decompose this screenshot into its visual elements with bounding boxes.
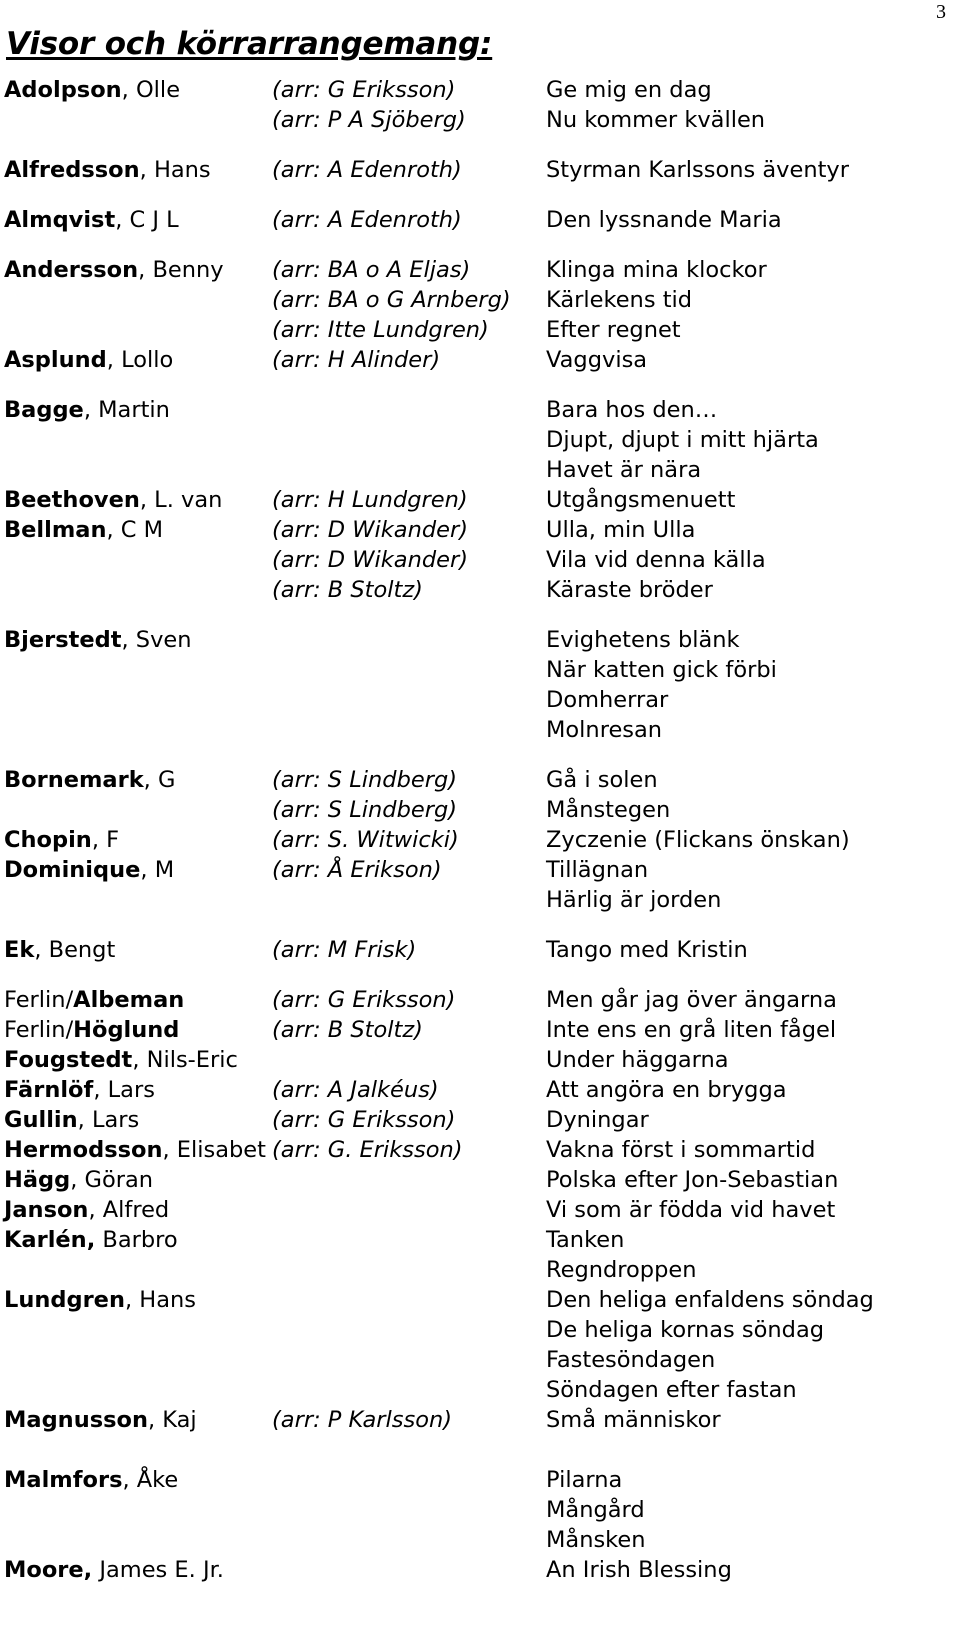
composer-name [4,515,163,545]
composer-first-name: Barbro [95,1227,178,1253]
list-item [0,795,960,825]
arranger: (arr: B Stoltz) [272,577,423,603]
composer-first-name: , Åke [122,1467,179,1493]
list-item [0,935,960,965]
composer-last-name: Bornemark [4,767,144,793]
composer-last-name: Bagge [4,397,84,423]
song-title: Styrman Karlssons äventyr [546,157,849,183]
song-title: Tango med Kristin [546,937,748,963]
song-title: Månsken [546,1527,646,1553]
arranger: (arr: A Edenroth) [272,207,462,233]
composer-first-name: , G [143,767,176,793]
arranger: (arr: BA o A Eljas) [272,257,471,283]
composer-last-name: Lundgren [4,1287,125,1313]
song-title: Att angöra en brygga [546,1077,787,1103]
composer-prefix: Ferlin/ [4,987,74,1013]
list-item [0,1105,960,1135]
composer-name [4,1075,155,1105]
composer-first-name: , Martin [83,397,170,423]
arranger: (arr: G Eriksson) [272,1107,456,1133]
arranger: (arr: P Karlsson) [272,1407,453,1433]
composer-first-name: , Hans [139,157,211,183]
composer-last-name: Alfredsson [4,157,140,183]
song-title: Vakna först i sommartid [546,1137,816,1163]
list-item [0,485,960,515]
composer-name [4,1405,197,1435]
list-item [0,1165,960,1195]
composer-last-name: Malmfors [4,1467,123,1493]
list-item [0,1135,960,1165]
song-title: Den lyssnande Maria [546,207,782,233]
arranger: (arr: Itte Lundgren) [272,317,489,343]
list-item [0,105,960,135]
list-item [0,345,960,375]
song-title: Vi som är födda vid havet [546,1197,836,1223]
list-item [0,855,960,885]
song-title: Små människor [546,1407,721,1433]
composer-last-name: Chopin [4,827,92,853]
composer-first-name: , Göran [70,1167,154,1193]
composer-first-name: , Bengt [34,937,116,963]
composer-last-name: Hägg [4,1167,71,1193]
composer-name [4,1165,153,1195]
arranger: (arr: BA o G Arnberg) [272,287,511,313]
list-item [0,1255,960,1285]
song-title: Djupt, djupt i mitt hjärta [546,427,819,453]
composer-name [4,155,211,185]
composer-name [4,1225,178,1255]
song-title: De heliga kornas söndag [546,1317,825,1343]
composer-last-name: Ek [4,937,35,963]
composer-last-name: Gullin [4,1107,78,1133]
list-item [0,255,960,285]
composer-name [4,855,174,885]
list-item [0,1015,960,1045]
song-title: Inte ens en grå liten fågel [546,1017,837,1043]
composer-last-name: Moore, [4,1557,93,1583]
arranger: (arr: D Wikander) [272,547,469,573]
composer-name [4,1045,238,1075]
composer-last-name: Andersson [4,257,139,283]
composer-last-name: Bjerstedt [4,627,122,653]
composer-first-name: , L. van [139,487,223,513]
composer-last-name: Höglund [73,1017,180,1043]
song-title: Ge mig en dag [546,77,712,103]
song-title: Men går jag över ängarna [546,987,837,1013]
composer-name [4,825,119,855]
arranger: (arr: G. Eriksson) [272,1137,463,1163]
list-item [0,425,960,455]
composer-first-name: , F [91,827,120,853]
arranger: (arr: S Lindberg) [272,797,457,823]
list-item [0,1195,960,1225]
song-title: När katten gick förbi [546,657,777,683]
composer-last-name: Asplund [4,347,107,373]
composer-last-name: Karlén, [4,1227,96,1253]
composer-name [4,985,184,1015]
arranger: (arr: S Lindberg) [272,767,457,793]
composer-name [4,935,115,965]
list-item [0,395,960,425]
list-item [0,1375,960,1405]
song-title: Under häggarna [546,1047,729,1073]
composer-name [4,1555,224,1585]
arranger: (arr: G Eriksson) [272,77,456,103]
arranger: (arr: P A Sjöberg) [272,107,466,133]
song-title: Polska efter Jon-Sebastian [546,1167,839,1193]
song-title: Evighetens blänk [546,627,740,653]
composer-last-name: Färnlöf [4,1077,94,1103]
list-item [0,1465,960,1495]
composer-name [4,395,170,425]
song-title: Tanken [546,1227,625,1253]
song-title: Härlig är jorden [546,887,722,913]
composer-name [4,625,192,655]
arranger: (arr: A Jalkéus) [272,1077,439,1103]
page-title: Visor och körrarrangemang: [6,26,493,62]
list-item [0,985,960,1015]
composer-prefix: Ferlin/ [4,1017,74,1043]
composer-last-name: Hermodsson [4,1137,163,1163]
composer-name [4,1105,139,1135]
list-item [0,1225,960,1255]
song-title: Gå i solen [546,767,658,793]
song-title: Molnresan [546,717,663,743]
composer-name [4,255,224,285]
list-item [0,575,960,605]
song-title: Klinga mina klockor [546,257,767,283]
list-item [0,1525,960,1555]
list-item [0,1495,960,1525]
list-item [0,1555,960,1585]
list-item [0,1045,960,1075]
arranger: (arr: A Edenroth) [272,157,462,183]
composer-first-name: , Nils-Eric [132,1047,238,1073]
composer-last-name: Fougstedt [4,1047,133,1073]
composer-last-name: Janson [4,1197,89,1223]
composer-last-name: Magnusson [4,1407,148,1433]
composer-name [4,765,175,795]
song-title: Regndroppen [546,1257,697,1283]
arranger: (arr: G Eriksson) [272,987,456,1013]
list-item [0,655,960,685]
composer-first-name: James E. Jr. [92,1557,224,1583]
list-item [0,315,960,345]
list-item [0,625,960,655]
song-title: An Irish Blessing [546,1557,732,1583]
composer-last-name: Almqvist [4,207,116,233]
song-title: Fastesöndagen [546,1347,716,1373]
song-title: Bara hos den… [546,397,718,423]
song-title: Utgångsmenuett [546,487,736,513]
list-item [0,1315,960,1345]
song-title: Domherrar [546,687,669,713]
song-title: Kärlekens tid [546,287,693,313]
composer-name [4,1195,169,1225]
arranger: (arr: S. Witwicki) [272,827,459,853]
song-title: Den heliga enfaldens söndag [546,1287,874,1313]
list-item [0,1405,960,1435]
song-title: Ulla, min Ulla [546,517,696,543]
list-item [0,1345,960,1375]
list-item [0,765,960,795]
arranger: (arr: H Lundgren) [272,487,468,513]
arranger: (arr: B Stoltz) [272,1017,423,1043]
composer-last-name: Bellman [4,517,107,543]
composer-first-name: , Hans [124,1287,196,1313]
arranger: (arr: M Frisk) [272,937,417,963]
composer-first-name: , M [140,857,175,883]
composer-last-name: Albeman [73,987,185,1013]
song-title: Zyczenie (Flickans önskan) [546,827,850,853]
list-item [0,285,960,315]
composer-name [4,1465,178,1495]
composer-name [4,75,180,105]
list-item [0,685,960,715]
song-title: Vaggvisa [546,347,648,373]
song-title: Söndagen efter fastan [546,1377,797,1403]
list-item [0,1075,960,1105]
composer-first-name: , Kaj [147,1407,197,1433]
composer-first-name: , C M [106,517,164,543]
song-title: Månstegen [546,797,671,823]
composer-name [4,1135,266,1165]
list-item [0,885,960,915]
song-title: Havet är nära [546,457,702,483]
page-number: 3 [936,1,946,23]
arranger: (arr: D Wikander) [272,517,469,543]
song-title: Tillägnan [546,857,649,883]
arranger: (arr: H Alinder) [272,347,441,373]
composer-first-name: , Benny [138,257,224,283]
list-item [0,155,960,185]
composer-name [4,1285,196,1315]
list-item [0,715,960,745]
composer-last-name: Beethoven [4,487,140,513]
list-item [0,1285,960,1315]
song-title: Dyningar [546,1107,649,1133]
song-title: Käraste bröder [546,577,713,603]
list-item [0,515,960,545]
composer-first-name: , Lars [77,1107,140,1133]
composer-first-name: , Sven [121,627,192,653]
composer-first-name: , Lollo [106,347,174,373]
composer-name [4,485,222,515]
song-title: Mångård [546,1497,645,1523]
song-title: Nu kommer kvällen [546,107,766,133]
composer-name [4,205,179,235]
song-title: Pilarna [546,1467,623,1493]
song-title: Vila vid denna källa [546,547,766,573]
list-item [0,545,960,575]
song-title: Efter regnet [546,317,681,343]
arranger: (arr: Å Erikson) [272,857,442,883]
composer-name [4,1015,179,1045]
composer-first-name: , Olle [121,77,181,103]
composer-first-name: , C J L [115,207,179,233]
composer-first-name: , Alfred [88,1197,170,1223]
composer-first-name: , Lars [93,1077,155,1103]
list-item [0,205,960,235]
composer-last-name: Dominique [4,857,141,883]
composer-last-name: Adolpson [4,77,122,103]
list-item [0,455,960,485]
list-item [0,75,960,105]
composer-name [4,345,173,375]
list-item [0,825,960,855]
composer-first-name: , Elisabet [162,1137,266,1163]
